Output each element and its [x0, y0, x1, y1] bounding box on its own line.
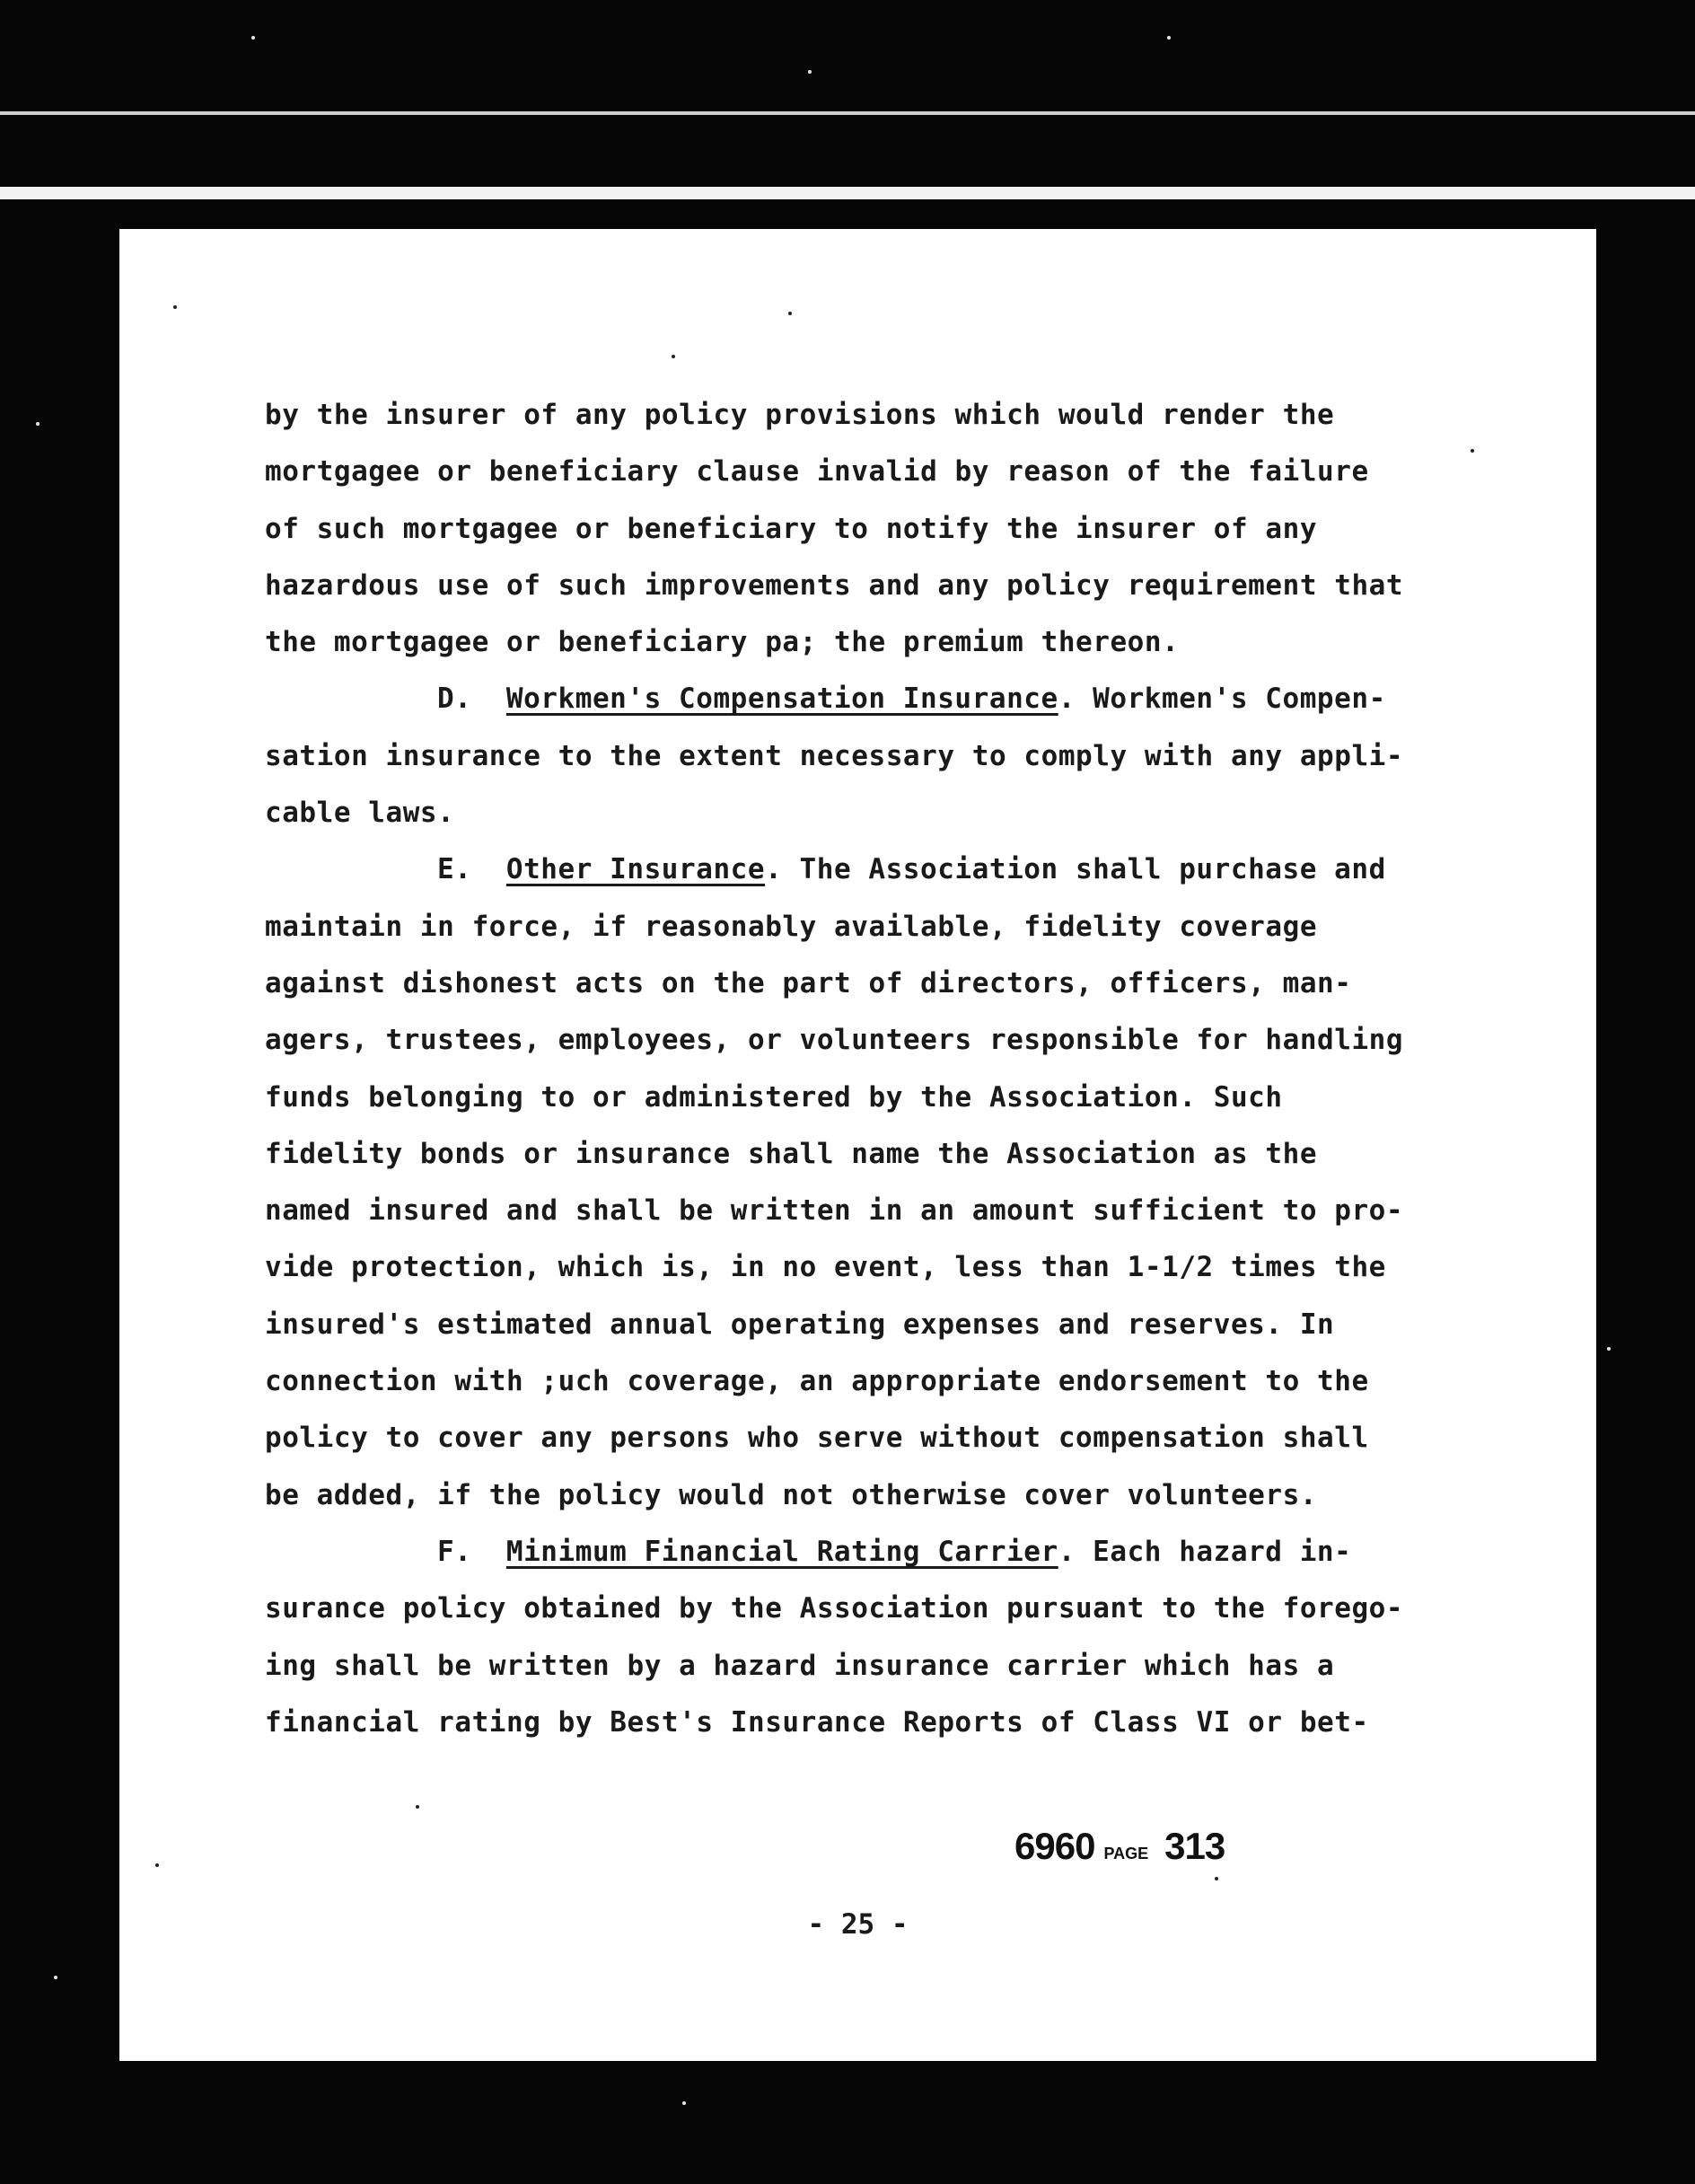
- scan-speck: [251, 36, 255, 40]
- section-heading: Other Insurance: [505, 853, 766, 886]
- scan-speck: [672, 355, 675, 358]
- scan-speck: [155, 1863, 159, 1867]
- text-line: the mortgagee or beneficiary pa; the premium thereon.: [265, 626, 1180, 659]
- text-line: surance policy obtained by the Association pursuant to the forego-: [265, 1592, 1404, 1625]
- text-line: mortgagee or beneficiary clause invalid by reason of the failure: [265, 455, 1369, 489]
- document-page: [119, 229, 1596, 2061]
- scan-speck: [36, 422, 40, 426]
- text-line: be added, if the policy would not otherwise cover volunteers.: [265, 1478, 1318, 1511]
- page-word: PAGE: [1103, 1845, 1149, 1863]
- section-text: . Workmen's Compen-: [1058, 682, 1386, 716]
- section-label: F.: [437, 1535, 472, 1568]
- section-d-line: [265, 671, 1540, 727]
- scan-speck: [54, 1976, 57, 1979]
- text-line: against dishonest acts on the part of directors, officers, man-: [265, 966, 1352, 1000]
- text-line: cable laws.: [265, 797, 455, 830]
- text-line: policy to cover any persons who serve without compensation shall: [265, 1422, 1369, 1455]
- body-text: [265, 387, 1540, 1751]
- scan-speck: [1471, 449, 1474, 453]
- text-line: ing shall be written by a hazard insurance carrier which has a: [265, 1649, 1335, 1682]
- text-line: of such mortgagee or beneficiary to notify the insurer of any: [265, 512, 1318, 545]
- text-line: hazardous use of such improvements and any policy requirement that: [265, 568, 1404, 602]
- text-line: maintain in force, if reasonably available, fidelity coverage: [265, 910, 1318, 943]
- book-page-stamp: [1014, 1825, 1225, 1868]
- scan-speck: [1167, 36, 1171, 40]
- section-text: . The Association shall purchase and: [765, 853, 1386, 886]
- scan-speck: [682, 2101, 686, 2105]
- section-label: D.: [437, 682, 472, 716]
- text-line: named insured and shall be written in an amount sufficient to pro-: [265, 1194, 1404, 1228]
- text-line: agers, trustees, employees, or volunteers responsible for handling: [265, 1024, 1404, 1057]
- book-page-number: 313: [1164, 1825, 1225, 1867]
- book-number: 6960: [1014, 1825, 1095, 1867]
- text-line: by the insurer of any policy provisions which would render the: [265, 399, 1335, 431]
- scan-frame-edge: [0, 187, 1695, 199]
- scan-top-rule: [0, 111, 1695, 115]
- text-line: funds belonging to or administered by the Association. Such: [265, 1080, 1283, 1114]
- scan-speck: [788, 312, 792, 315]
- section-heading: Minimum Financial Rating Carrier: [505, 1535, 1058, 1568]
- scan-speck: [1215, 1877, 1218, 1880]
- text-line: insured's estimated annual operating expenses and reserves. In: [265, 1308, 1335, 1341]
- text-line: sation insurance to the extent necessary to comply with any appli-: [265, 739, 1404, 772]
- section-f-line: [265, 1524, 1540, 1581]
- scan-speck: [1607, 1347, 1611, 1351]
- scan-speck: [808, 70, 812, 74]
- text-line: financial rating by Best's Insurance Reports of Class VI or bet-: [265, 1705, 1369, 1739]
- text-line: vide protection, which is, in no event, less than 1-1/2 times the: [265, 1251, 1386, 1284]
- section-text: . Each hazard in-: [1058, 1535, 1352, 1568]
- section-label: E.: [437, 853, 472, 886]
- text-line: fidelity bonds or insurance shall name the Association as the: [265, 1137, 1318, 1170]
- section-e-line: [265, 841, 1540, 898]
- text-line: connection with ;uch coverage, an appropriate endorsement to the: [265, 1365, 1369, 1398]
- scan-speck: [173, 305, 177, 309]
- page-number: - 25 -: [807, 1908, 909, 1941]
- section-heading: Workmen's Compensation Insurance: [505, 682, 1058, 716]
- scan-speck: [416, 1805, 419, 1809]
